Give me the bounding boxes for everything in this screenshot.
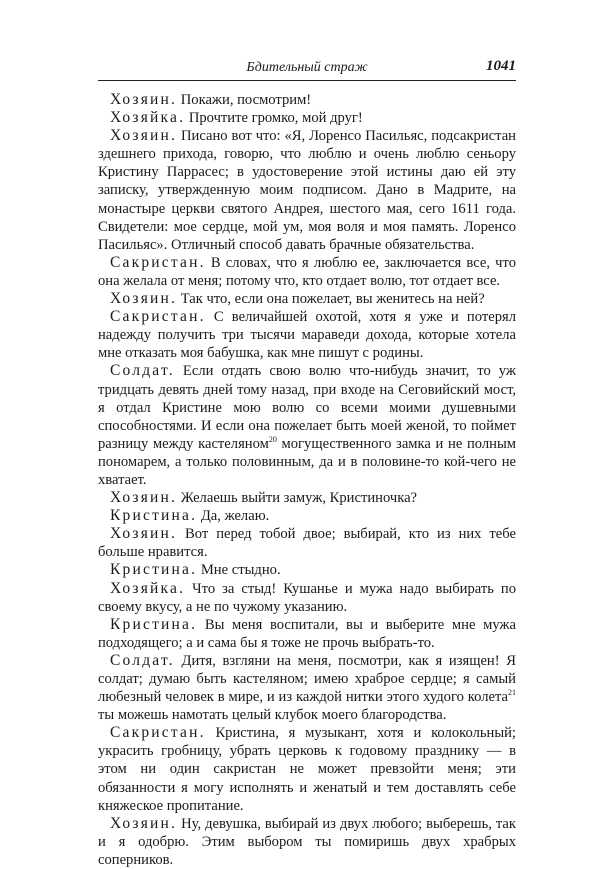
dialogue-text-continued: ты можешь намотать целый клубок моего благородства.	[98, 707, 447, 724]
dialogue-paragraph	[98, 580, 516, 616]
page-number: 1041	[486, 58, 516, 74]
speaker-name: Сакристан.	[110, 724, 206, 742]
dialogue-paragraph	[98, 290, 516, 308]
speaker-name: Солдат.	[110, 651, 175, 669]
dialogue-text: В словах, что я люблю ее, заключается все, что она желала от меня; потому что, кто отдает волю, тот отдает все.	[98, 254, 516, 289]
speaker-name: Хозяин.	[110, 290, 178, 308]
speaker-name: Кристина.	[110, 615, 198, 633]
dialogue-paragraph	[98, 489, 516, 507]
speaker-name: Хозяин.	[110, 489, 178, 507]
dialogue-paragraph	[98, 127, 516, 254]
dialogue-text: Кристина, я музыкант, хотя и колокольный; украсить гробницу, убрать церковь к годовому празднику — в этом ни один сакристан не может превзойти меня; эти обязанности я могу исполнять и женатый и тем доставлять себе княжеское пропитание.	[98, 725, 516, 814]
dialogue-text: Ну, девушка, выбирай из двух любого; выберешь, так и я одобрю. Этим выбором ты помиришь двух храбрых соперников.	[98, 815, 516, 868]
speaker-name: Кристина.	[110, 507, 198, 525]
footnote-marker: 21	[508, 688, 516, 698]
dialogue-text: Вы меня воспитали, вы и выберите мне мужа подходящего; а и сама бы я тоже не прочь выбрать-то.	[98, 616, 516, 651]
dialogue-text: Покажи, посмотрим!	[177, 92, 312, 108]
dialogue-paragraph	[98, 507, 516, 525]
dialogue-paragraph	[98, 362, 516, 489]
dialogue-paragraph	[98, 109, 516, 127]
dialogue-text: Писано вот что: «Я, Лоренсо Пасильяс, подсакристан здешнего прихода, говорю, что люблю и очень люблю сеньору Кристину Паррасес; в удостоверение этой истины даю ей эту записку, утвержденную моим подписом. Дано в Мадрите, на монастыре церкви святого Андрея, шестого мая, сего 1611 года. Свидетели: мое сердце, мой ум, моя воля и моя память. Лоренсо Пасильяс». Отличный способ давать брачные обязательства.	[98, 128, 516, 253]
dialogue-text: Желаешь выйти замуж, Кристиночка?	[177, 490, 418, 507]
speaker-name: Сакристан.	[110, 253, 206, 271]
speaker-name: Хозяин.	[110, 525, 178, 543]
speaker-name: Солдат.	[110, 362, 175, 380]
dialogue-text: Так что, если она пожелает, вы женитесь на ней?	[177, 291, 485, 308]
speaker-name: Сакристан.	[110, 308, 206, 326]
page-header	[98, 58, 516, 81]
dialogue-text: Если отдать свою волю что-нибудь значит, то уж тридцать девять дней тому назад, при входе на Сеговийский мост, я отдал Кристине мою волю со всеми моими душевными способностями. И если она пожелает быть моей женой, то поймет разницу между кастеляном	[98, 363, 516, 452]
dialogue-paragraph	[98, 308, 516, 362]
speaker-name: Кристина.	[110, 561, 198, 579]
speaker-name: Хозяин.	[110, 127, 178, 145]
dialogue-text: Да, желаю.	[197, 508, 270, 525]
dialogue-text: Мне стыдно.	[197, 562, 281, 579]
dialogue-text: Что за стыд! Кушанье и мужа надо выбирать по своему вкусу, а не по чужому указанию.	[98, 580, 516, 615]
speaker-name: Хозяин.	[110, 814, 178, 832]
dialogue-paragraph	[98, 561, 516, 579]
dialogue-text: Вот перед тобой двое; выбирай, кто из них тебе больше нравится.	[98, 526, 516, 561]
dialogue-paragraph	[98, 815, 516, 869]
dialogue-paragraph	[98, 525, 516, 561]
dialogue-paragraph	[98, 616, 516, 652]
dialogue-text: С величайшей охотой, хотя я уже и потерял надежду получить три тысячи мараведи дохода, которые хотела мне отказать моя бабушка, как мне пишут с родины.	[98, 309, 516, 362]
footnote-marker: 20	[268, 434, 277, 444]
running-title: Бдительный страж	[246, 60, 368, 75]
speaker-name: Хозяйка.	[110, 579, 186, 597]
page-body	[98, 91, 516, 869]
dialogue-paragraph	[98, 652, 516, 724]
dialogue-text: Прочтите громко, мой друг!	[185, 110, 363, 127]
dialogue-paragraph	[98, 91, 516, 109]
dialogue-text: Дитя, взгляни на меня, посмотри, как я изящен! Я солдат; думаю быть кастеляном; имею храброе сердце; я самый любезный человек в мире, и из каждой нитки этого худого колета	[98, 652, 516, 706]
dialogue-text-continued: могущественного замка и не полным пономарем, а только половинным, да и в половине-то кой-чего не хватает.	[98, 435, 517, 488]
dialogue-paragraph	[98, 254, 516, 290]
speaker-name: Хозяйка.	[110, 109, 186, 127]
dialogue-paragraph	[98, 724, 516, 814]
speaker-name: Хозяин.	[110, 91, 178, 108]
